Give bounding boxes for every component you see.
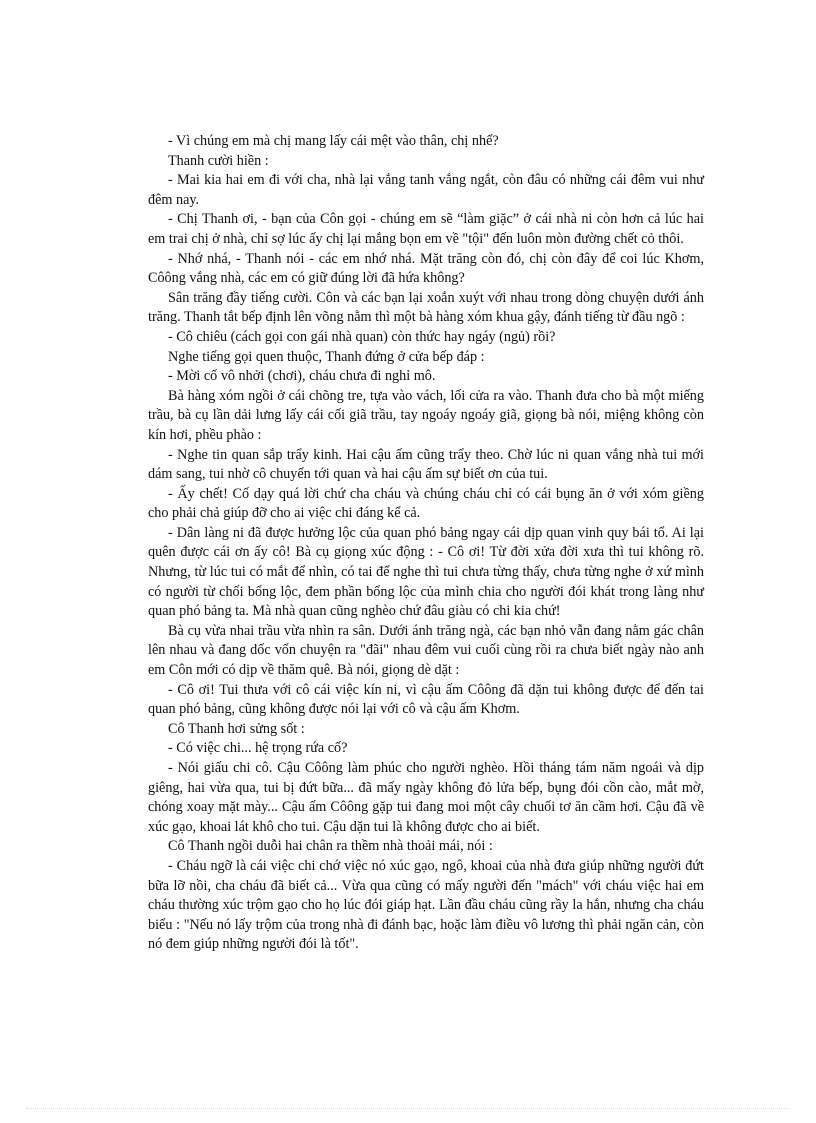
- paragraph: - Ấy chết! Cố dạy quá lời chứ cha cháu và chúng cháu chỉ có cái bụng ăn ở với xóm giềng cho phải chả giúp đỡ cho ai việc chi đáng kể cả.: [148, 485, 704, 522]
- paragraph: Bà hàng xóm ngồi ở cái chõng tre, tựa vào vách, lối cửa ra vào. Thanh đưa cho bà một miếng trầu, bà cụ lần dải lưng lấy cái cối giã trầu, tay ngoáy ngoáy giã, giọng bà nói, miệng không còn kín hơi, phều phào :: [148, 387, 704, 443]
- paragraph: - Nói giấu chi cô. Cậu Côông làm phúc cho người nghèo. Hồi tháng tám năm ngoái và dịp giêng, hai vừa qua, tui bị đứt bữa... đã mấy ngày không đỏ lửa bếp, bụng đói cồn cào, mắt mờ, chóng xoay mặt mày... Cậu ấm Côông gặp tui đang moi một cây chuối tơ ăn cầm hơi. Cậu đã về xúc gạo, khoai lát khô cho tui. Cậu dặn tui là không được cho ai biết.: [148, 760, 704, 835]
- paragraph: - Vì chúng em mà chị mang lấy cái mệt vào thân, chị nhể?: [168, 133, 499, 149]
- paragraph: - Mời cố vô nhởi (chơi), cháu chưa đi nghỉ mô.: [168, 368, 436, 385]
- paragraph: Cô Thanh ngồi duỗi hai chân ra thềm nhà thoải mái, nói :: [168, 838, 493, 855]
- paragraph: - Cháu ngỡ là cái việc chi chớ việc nó xúc gạo, ngô, khoai của nhà đưa giúp những người đứt bữa lỡ nồi, cha cháu đã biết cả... Vừa qua cũng có mấy người đến "mách" với cháu việc hai em cháu thường xúc trộm gạo cho họ lúc đói giáp hạt. Lần đầu cháu cũng rầy la hắn, nhưng cha cháu biểu : "Nếu nó lấy trộm của trong nhà đi đánh bạc, hoặc làm điều vô lương thì phải ngăn cản, còn nó đem giúp những người đói là tốt".: [148, 857, 704, 953]
- paragraph: - Mai kia hai em đi với cha, nhà lại vắng tanh vắng ngắt, còn đâu có những cái đêm vui như đêm nay.: [148, 172, 704, 208]
- paragraph: Thanh cười hiền :: [168, 152, 269, 169]
- paragraph: - Có việc chi... hệ trọng rứa cố?: [168, 740, 348, 757]
- page-bottom-rule: [26, 1108, 788, 1109]
- paragraph: Nghe tiếng gọi quen thuộc, Thanh đứng ở cửa bếp đáp :: [168, 348, 485, 365]
- paragraph: - Cô ơi! Tui thưa với cô cái việc kín ni, vì cậu ấm Côông đã dặn tui không được để đến tai quan phó bảng, cũng không được nói lại với cô và cậu ấm Khơm.: [148, 681, 704, 718]
- paragraph: - Cô chiêu (cách gọi con gái nhà quan) còn thức hay ngáy (ngủ) rồi?: [168, 328, 556, 345]
- body-text: [148, 132, 704, 955]
- paragraph: Cô Thanh hơi sửng sốt :: [168, 720, 305, 737]
- paragraph: Bà cụ vừa nhai trầu vừa nhìn ra sân. Dưới ánh trăng ngà, các bạn nhỏ vẫn đang nằm gác chân lên nhau và đang dốc vốn chuyện ra "đãi" nhau đêm vui cuối cùng rồi ra chưa biết ngày nào anh em Côn mới có dịp về thăm quê. Bà nói, giọng dè dặt :: [148, 622, 704, 679]
- paragraph: - Nghe tin quan sắp trẩy kinh. Hai cậu ấm cũng trẩy theo. Chờ lúc ni quan vắng nhà tui mới dám sang, tui nhờ cô chuyển tới quan và hai cậu ấm sự biết ơn của tui.: [148, 446, 704, 483]
- paragraph: Sân trăng đầy tiếng cười. Côn và các bạn lại xoắn xuýt với nhau trong dòng chuyện dưới ánh trăng. Thanh tắt bếp định lên võng nằm thì một bà hàng xóm khua gậy, đánh tiếng từ đầu ngõ :: [148, 289, 704, 326]
- paragraph: - Dân làng ni đã được hưởng lộc của quan phó bảng ngay cái dịp quan vinh quy bái tổ. Ai lại quên được cái ơn ấy cô! Bà cụ giọng xúc động : - Cô ơi! Từ đời xửa đời xưa thì tui không rõ. Nhưng, từ lúc tui có mắt để nhìn, có tai để nghe thì tui chưa từng thấy, chưa từng nghe ở xứ mình có người từ chối bổng lộc, đem phần bổng lộc của mình chia cho người đói khát trong làng như quan phó bảng ta. Mà nhà quan cũng nghèo chứ đâu giàu có chi kia chứ!: [148, 524, 704, 620]
- paragraph: - Chị Thanh ơi, - bạn của Côn gọi - chúng em sẽ “làm giặc” ở cái nhà ni còn hơn cả lúc hai em trai chị ở nhà, chỉ sợ lúc ấy chị lại mắng bọn em về "tội" đến luôn mòn đường chết cỏ thôi.: [148, 211, 704, 247]
- paragraph: - Nhớ nhá, - Thanh nói - các em nhớ nhá. Mặt trăng còn đó, chị còn đây để coi lúc Khơm, Côông vắng nhà, các em có giữ đúng lời đã hứa không?: [148, 250, 704, 287]
